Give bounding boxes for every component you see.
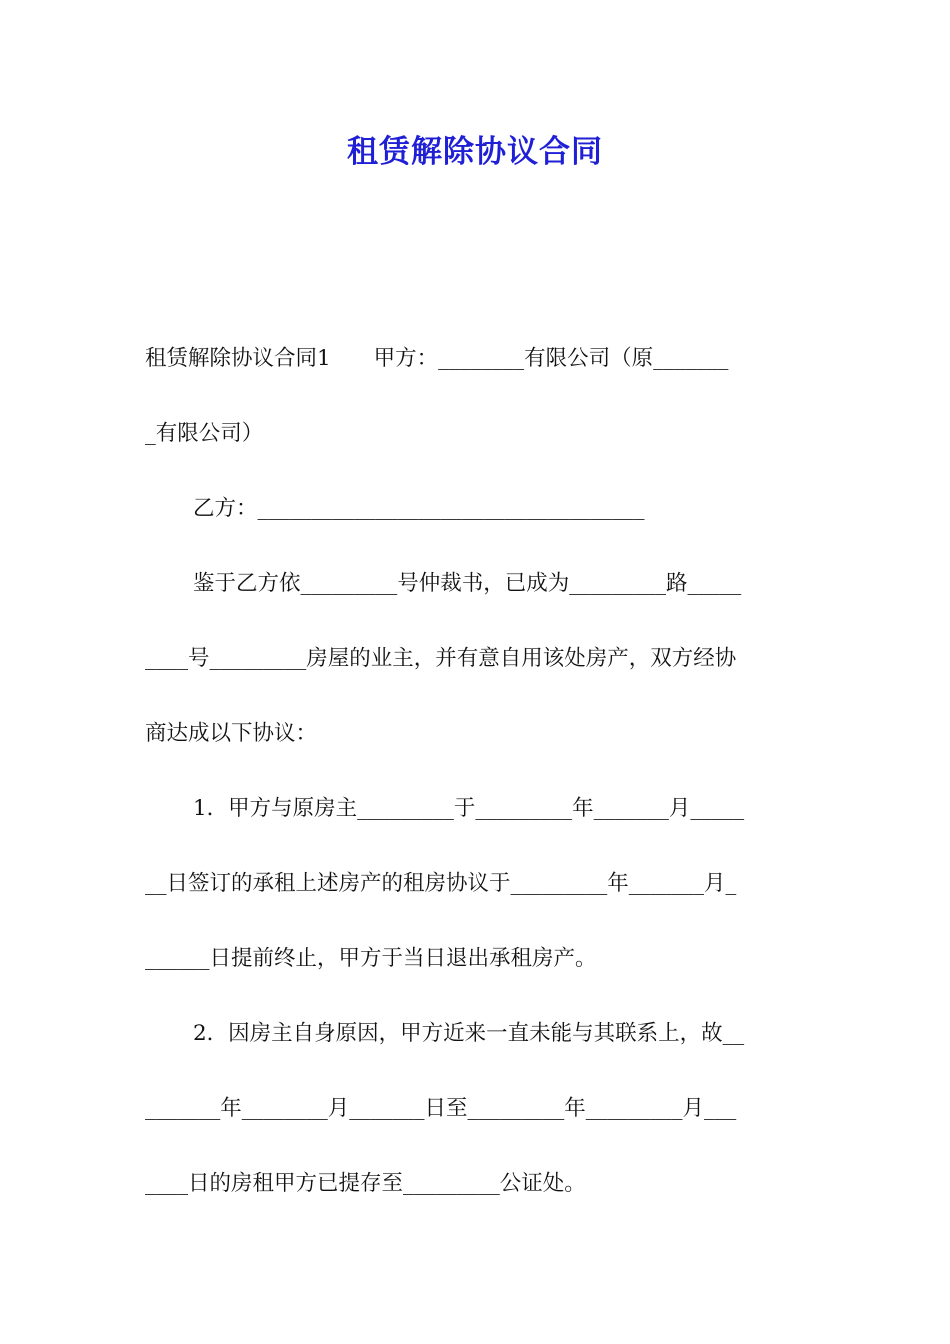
paragraph-line-preamble: 鉴于乙方依_________号仲裁书，已成为_________路_____ [193, 571, 742, 596]
paragraph-line-preamble-cont: ____号_________房屋的业主，并有意自用该处房产，双方经协 [145, 646, 737, 671]
paragraph-line-preamble-end: 商达成以下协议： [145, 721, 318, 746]
paragraph-line-clause-2-cont: _______年________月_______日至_________年_________月___ [145, 1096, 737, 1121]
paragraph-line-clause-1-cont: __日签订的承租上述房产的租房协议于_________年_______月_ [145, 871, 737, 896]
paragraph-line-clause-2-end: ____日的房租甲方已提存至_________公证处。 [145, 1171, 586, 1196]
paragraph-line-clause-1: 1．甲方与原房主_________于_________年_______月_____ [193, 796, 745, 821]
paragraph-line-clause-2: 2．因房主自身原因，甲方近来一直未能与其联系上，故__ [193, 1021, 745, 1046]
paragraph-line-party-a-cont: _有限公司） [145, 421, 264, 446]
paragraph-line-clause-1-end: ______日提前终止，甲方于当日退出承租房产。 [145, 946, 597, 971]
paragraph-line-intro: 租赁解除协议合同1 甲方：________有限公司（原_______ [145, 346, 729, 371]
document-title: 租赁解除协议合同 [347, 134, 603, 170]
paragraph-line-party-b: 乙方：____________________________________ [193, 496, 645, 521]
